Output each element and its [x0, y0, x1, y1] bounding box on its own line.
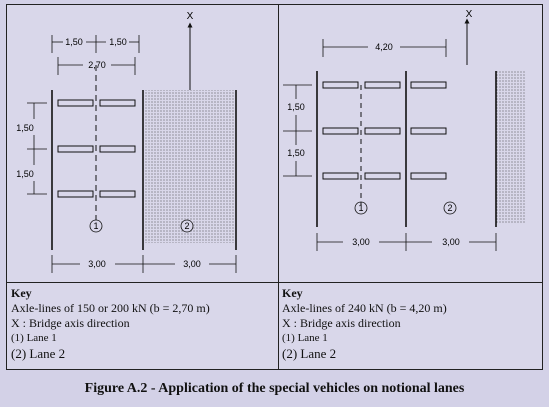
left-dim-vert-a: 1,50 — [16, 123, 34, 133]
left-key-lane2: (2) Lane 2 — [11, 346, 66, 361]
axle-wheel — [58, 146, 93, 152]
axle-wheel — [411, 82, 446, 88]
right-dim-width: 4,20 — [375, 42, 393, 52]
right-dim-bottom-a: 3,00 — [352, 237, 370, 247]
left-key-lane1: (1) Lane 1 — [11, 332, 57, 344]
right-key-axle-lines: Axle-lines of 240 kN (b = 4,20 m) — [282, 301, 447, 315]
axle-wheel — [100, 100, 135, 106]
left-key-axle-lines: Axle-lines of 150 or 200 kN (b = 2,70 m) — [11, 301, 210, 315]
left-dim-vert-b: 1,50 — [16, 169, 34, 179]
figure-frame — [6, 4, 543, 370]
right-lane2-marker: 2 — [447, 203, 453, 213]
left-dim-bottom-b: 3,00 — [183, 259, 201, 269]
axle-wheel — [100, 146, 135, 152]
left-key-axis: X : Bridge axis direction — [11, 316, 130, 330]
right-panel — [283, 9, 526, 251]
left-key-title: Key — [11, 286, 32, 300]
key-divider — [7, 282, 542, 283]
axle-wheel — [323, 82, 358, 88]
right-lane2-area — [496, 71, 526, 224]
lanes-diagram — [7, 5, 544, 282]
axle-wheel — [365, 128, 400, 134]
left-dim-width: 2,70 — [88, 60, 106, 70]
right-dim-vert-b: 1,50 — [287, 148, 305, 158]
axle-wheel — [365, 82, 400, 88]
left-axis-label: X — [186, 11, 194, 22]
left-panel — [16, 11, 236, 273]
left-dim-bottom-a: 3,00 — [88, 259, 106, 269]
right-key-axis: X : Bridge axis direction — [282, 316, 401, 330]
right-dim-vert-a: 1,50 — [287, 102, 305, 112]
axle-wheel — [411, 173, 446, 179]
axle-wheel — [323, 128, 358, 134]
left-lane2-marker: 2 — [184, 221, 190, 231]
axle-wheel — [411, 128, 446, 134]
axle-wheel — [100, 191, 135, 197]
right-key-lane1: (1) Lane 1 — [282, 332, 328, 344]
left-lane1-marker: 1 — [93, 221, 99, 231]
left-dim-top-a: 1,50 — [65, 37, 83, 47]
axle-wheel — [323, 173, 358, 179]
left-dim-top-b: 1,50 — [109, 37, 127, 47]
right-axis-label: X — [465, 9, 473, 20]
left-key — [11, 286, 273, 361]
axle-wheel — [365, 173, 400, 179]
right-key-title: Key — [282, 286, 303, 300]
figure-caption: Figure A.2 - Application of the special vehicles on notional lanes — [84, 381, 465, 396]
axle-wheel — [58, 191, 93, 197]
right-key-lane2: (2) Lane 2 — [282, 346, 337, 361]
right-dim-bottom-b: 3,00 — [442, 237, 460, 247]
right-lane1-marker: 1 — [358, 203, 364, 213]
axle-wheel — [58, 100, 93, 106]
right-key — [282, 286, 540, 361]
